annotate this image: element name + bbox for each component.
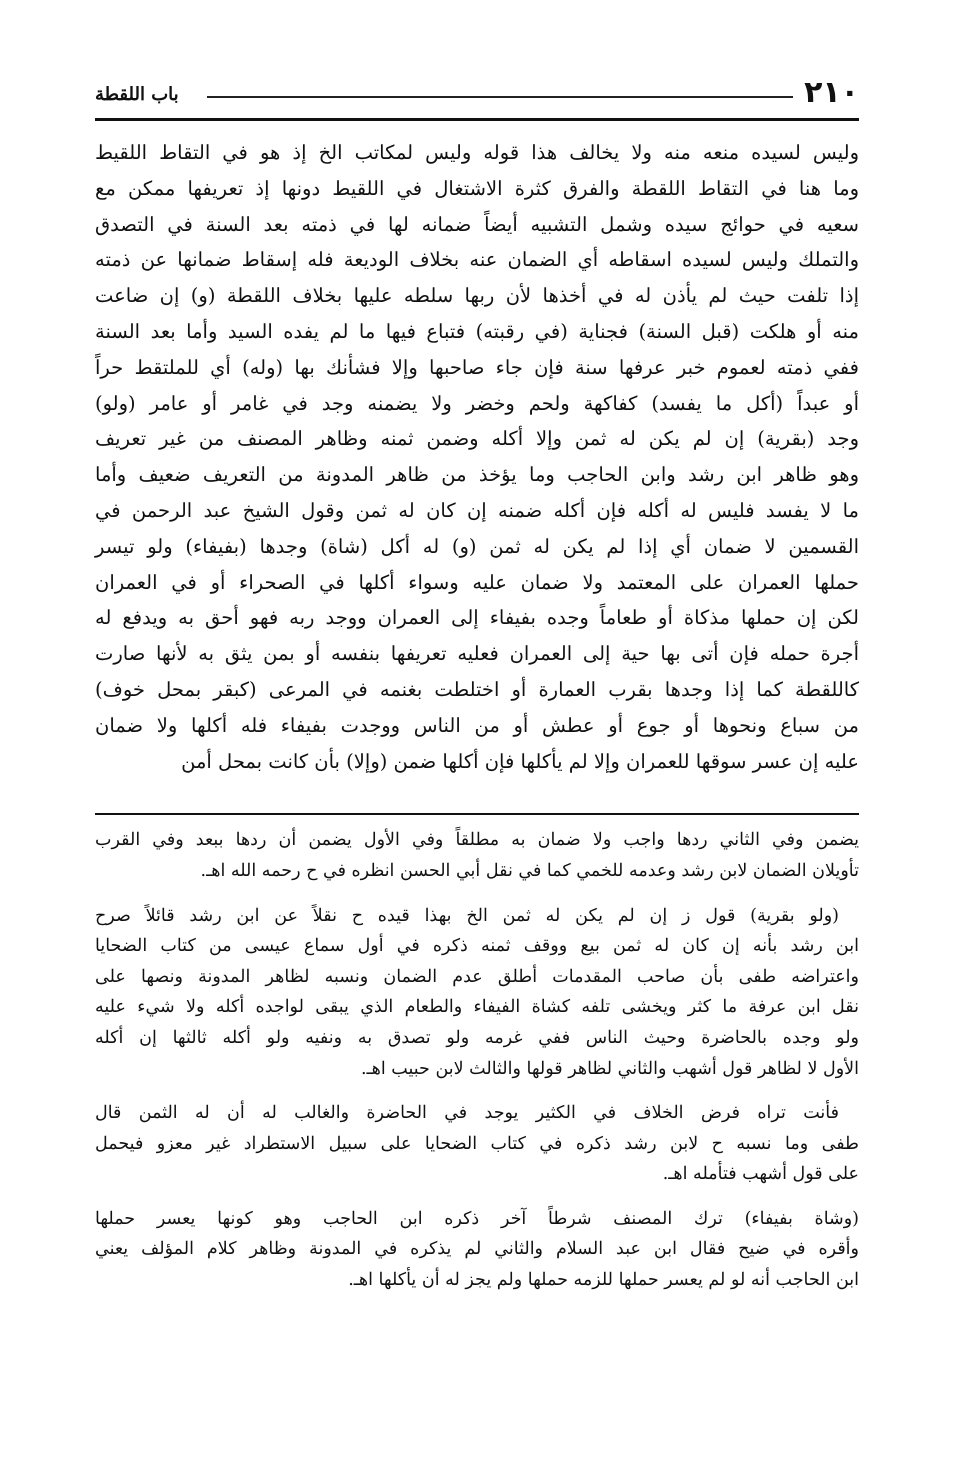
main-line: عليه إن عسر سوقها للعمران وإلا لم يأكلها فإن أكلها ضمن (وإلا) بأن كانت بمحل أمن xyxy=(181,749,859,773)
main-line: لكن إن حملها مذكاة أو طعاماً وجده بفيفاء إلى العمران ووجد ربه فهو أحق به ويدفع له xyxy=(95,606,859,630)
footnote-paragraph xyxy=(95,1204,859,1296)
footnote-line: على قول أشهب فتأمله اهـ. xyxy=(662,1164,859,1185)
main-line: والتملك وليس لسيده اسقاطه أي الضمان عنه بخلاف الوديعة فله إسقاط ضمانها عن ذمته xyxy=(95,248,859,272)
footnote-line: تأويلان الضمان لابن رشد وعدمه للخمي كما في نقل أبي الحسن انظره في ح رحمه الله اهـ. xyxy=(200,860,859,881)
header-divider xyxy=(207,96,793,98)
header-rule xyxy=(95,118,859,121)
footnote-paragraph xyxy=(95,1098,859,1190)
footnote-line: (ولو بقرية) قول ز إن لم يكن له ثمن الخ بهذا قيده ح نقلاً عن ابن رشد قائلاً صرح xyxy=(95,905,839,926)
main-line: وما هنا في التقاط اللقطة والفرق كثرة الاشتغال في اللقيط دونها إذ تعريفها ممكن مع xyxy=(95,176,859,200)
main-line: من سباع ونحوها أو جوع أو عطش أو من الناس ووجدت بفيفاء فله أكلها ولا ضمان xyxy=(95,713,859,737)
footnote-line: ولو وجده بالحاضرة وحيث الناس ففي غرمه ولو تصدق به ونفيه ولو أكله ثالثها إن أكله xyxy=(95,1027,859,1048)
footnote-line: طفى وما نسبه ح لابن رشد ذكره في كتاب الضحايا على سبيل الاستطراد غير معزو فيحمل xyxy=(95,1133,859,1154)
book-page xyxy=(95,70,859,1310)
footnote-divider xyxy=(95,813,859,815)
footnote-line: ابن رشد بأنه إن كان له ثمن بيع ووقف ثمنه ذكره في أول سماع عيسى من كتاب الضحايا xyxy=(95,936,859,957)
footnote-line: وأقره في ضيح فقال ابن عبد السلام والثاني لم يذكره في المدونة وظاهر كلام المؤلف يعني xyxy=(95,1239,859,1260)
footnote-line: فأنت تراه فرض الخلاف في الكثير يوجد في الحاضرة والغالب له أن له الثمن قال xyxy=(95,1103,839,1124)
main-line: ما لا يفسد فليس له أكله فإن أكله ضمنه إن كان له ثمن وقول الشيخ عبد الرحمن في xyxy=(95,498,859,522)
page-number: ٢١٠ xyxy=(804,75,859,110)
main-line: القسمين لا ضمان أي إذا لم يكن له ثمن (و) له أكل (شاة) وجدها (بفيفاء) ولو تيسر xyxy=(95,534,859,558)
footnote-line: ابن الحاجب أنه لو لم يعسر حملها للزمه حملها ولم يجز له أن يأكلها اهـ. xyxy=(348,1270,859,1291)
footnote-line: يضمن وفي الثاني ردها واجب ولا ضمان به مطلقاً وفي الأول يضمن أن ردها ببعد وفي القرب xyxy=(95,830,859,851)
main-line: سعيه في حوائج سيده وشمل التشبيه أيضاً ضمانه لها في ذمته بعد السنة في التصدق xyxy=(95,212,859,236)
main-text xyxy=(95,135,859,779)
main-line: أو عبداً (أكل ما يفسد) كفاكهة ولحم وخضر ولا يضمنه وجد في غامر أو عامر (ولو) xyxy=(95,391,859,415)
chapter-title: باب اللقطة xyxy=(95,84,179,105)
footnote-line: واعتراضه طفى بأن صاحب المقدمات أطلق عدم الضمان ونسبه لظاهر المدونة ونصها على xyxy=(95,966,859,987)
main-line: كاللقطة كما إذا وجدها بقرب العمارة أو اختلطت بغنمه في المرعى (كبقر بمحل خوف) xyxy=(95,677,859,701)
main-line: حملها العمران على المعتمد ولا ضمان عليه وسواء أكلها في الصحراء أو في العمران xyxy=(95,570,859,594)
main-line: وهو ظاهر ابن رشد وابن الحاجب وما يؤخذ من ظاهر المدونة من التعريف ضعيف وأما xyxy=(95,463,859,487)
main-line: وجد (بقرية) إن لم يكن له ثمن وإلا أكله وضمن ثمنه وظاهر المصنف من غير تعريف xyxy=(95,427,859,451)
main-line: ففي ذمته لعموم خبر عرفها سنة فإن جاء صاحبها وإلا فشأنك بها (وله) أي للملتقط حراً xyxy=(95,355,859,379)
main-line: وليس لسيده منعه منه ولا يخالف هذا قوله وليس لمكاتب الخ إذ هو في التقاط اللقيط xyxy=(95,141,859,164)
main-line: منه أو هلكت (قبل السنة) فجناية (في رقبته) فتباع فيها ما لم يفده السيد وأما بعد السنة xyxy=(95,319,859,343)
main-line: إذا تلفت حيث لم يأذن له في أخذها لأن ربها سلطه عليها بخلاف اللقطة (و) إن ضاعت xyxy=(95,284,859,308)
footnote-line: الأول لا لظاهر قول أشهب والثاني لظاهر قولها والثالث لابن حبيب اهـ. xyxy=(360,1058,859,1079)
footnote-line: نقل ابن عرفة ما كثر ويخشى تلفه كشاة الفيفاء والطعام الذي يبقى لواجده أكله ولا شيء عليه xyxy=(95,997,859,1018)
page-header xyxy=(95,70,859,114)
footnote-paragraph xyxy=(95,825,859,886)
footnotes xyxy=(95,825,859,1295)
footnote-paragraph xyxy=(95,901,859,1085)
main-line: أجرة حمله فإن أتى بها حية إلى العمران فعليه تعريفها بنفسه أو بمن يثق به لأنها صارت xyxy=(95,642,859,666)
footnote-line: (وشاة بفيفاء) ترك المصنف شرطاً آخر ذكره ابن الحاجب وهو كونها يعسر حملها xyxy=(95,1208,859,1229)
